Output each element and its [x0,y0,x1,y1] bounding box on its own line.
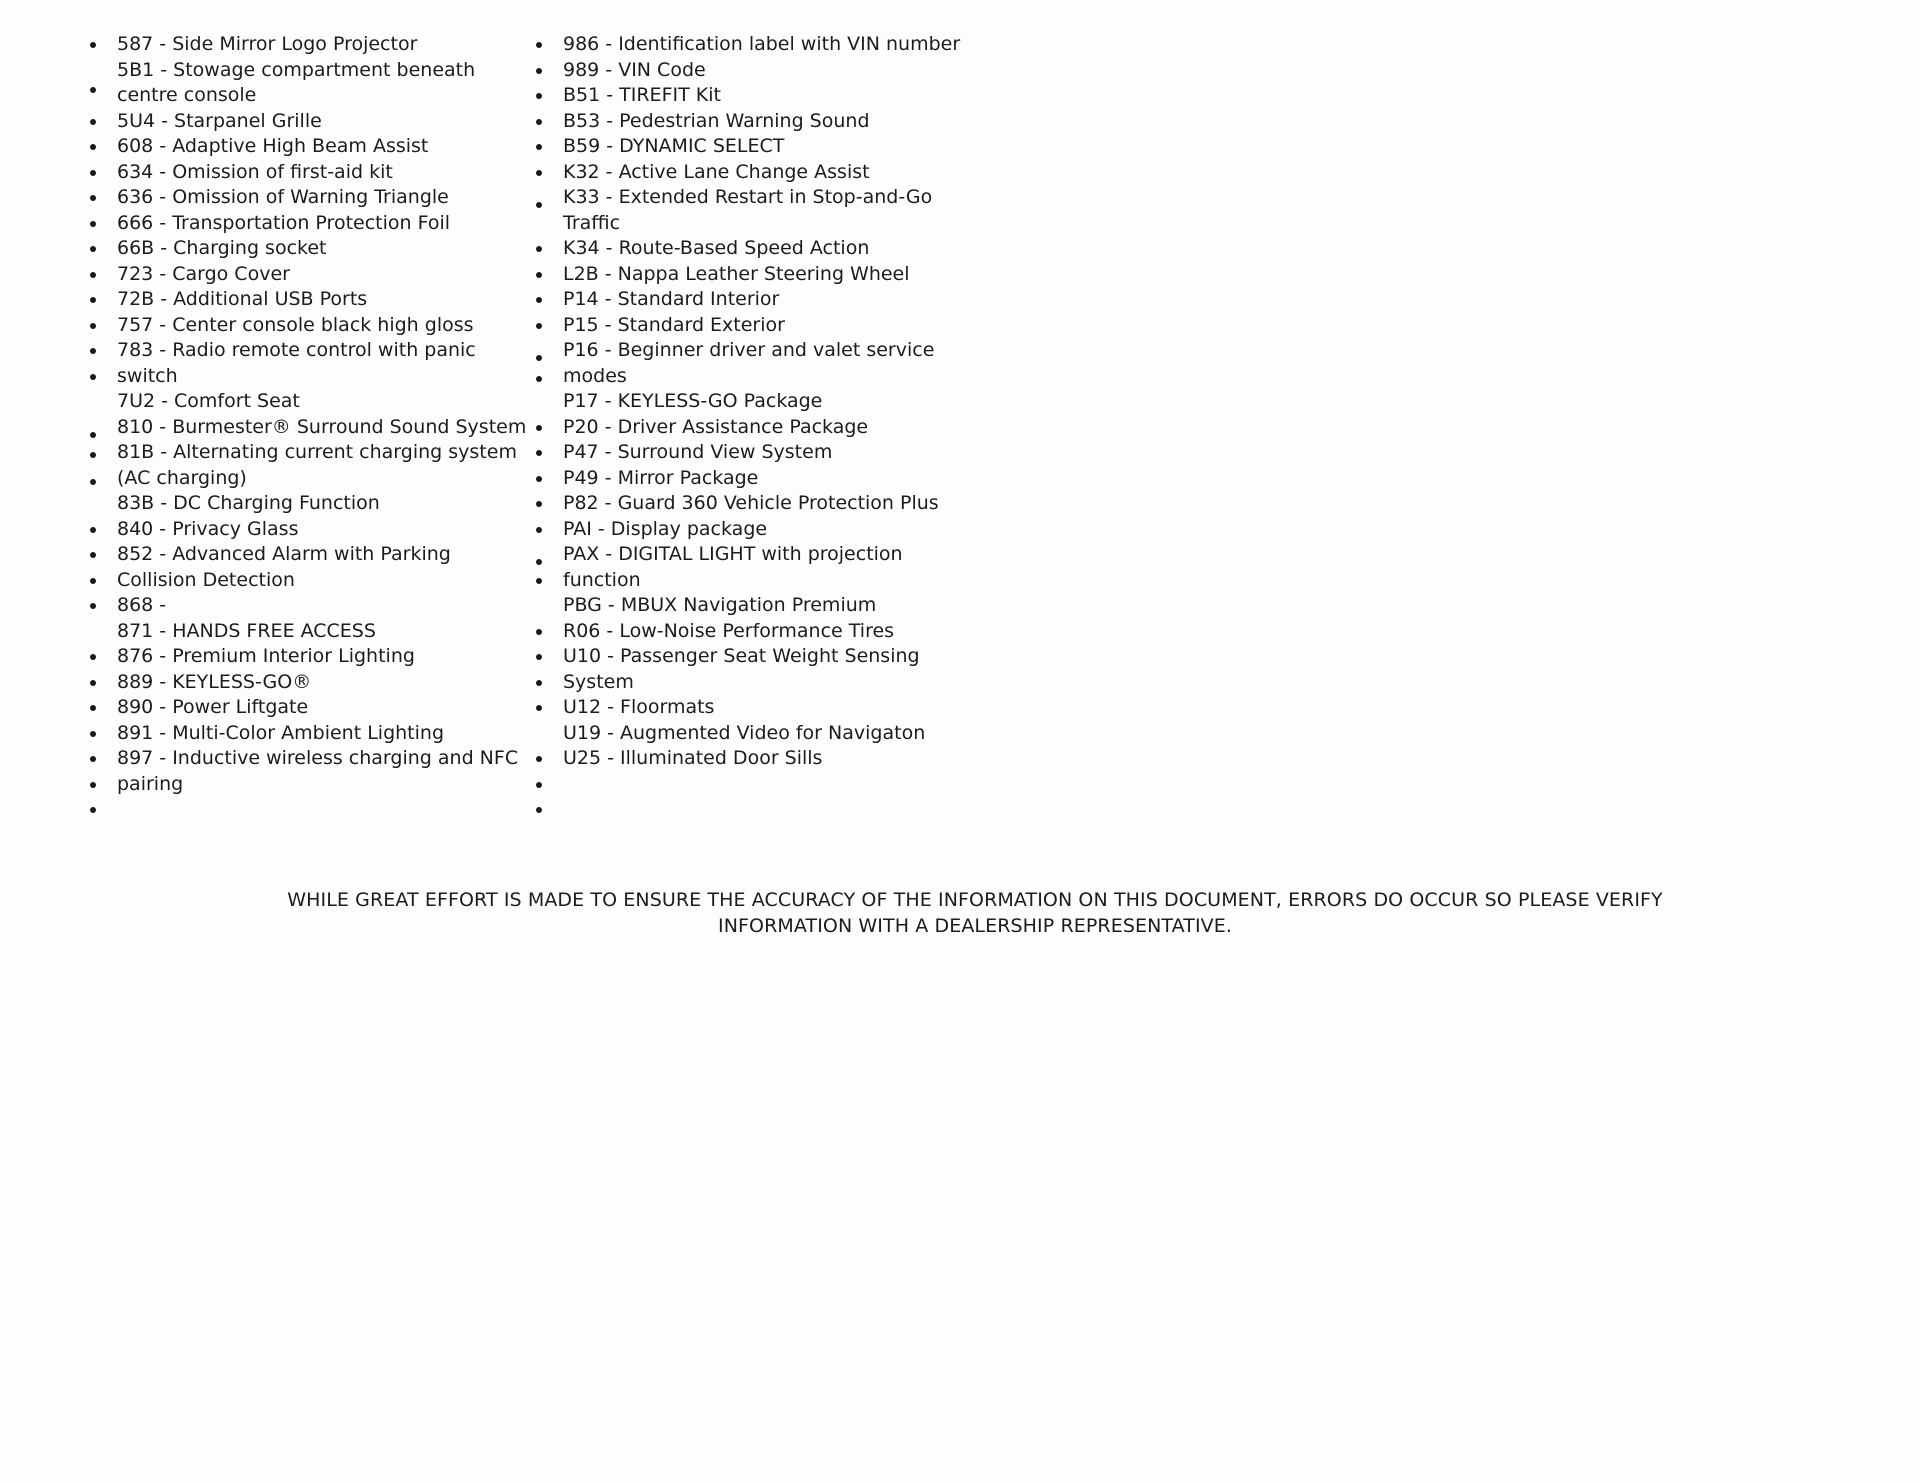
list-item-text: (AC charging) [117,466,247,489]
disclaimer-line-2: INFORMATION WITH A DEALERSHIP REPRESENTATIVE. [717,914,1233,937]
bullet-icon [90,348,96,354]
bullet-icon [90,603,96,609]
list-item [536,211,976,237]
list-item [90,389,510,415]
bullet-icon [90,432,96,438]
list-item-text: 723 - Cargo Cover [117,262,290,285]
list-item [90,83,510,109]
bullet-icon [536,476,542,482]
bullet-icon [536,450,542,456]
bullet-icon [90,246,96,252]
list-item [90,109,510,135]
bullet-icon [536,501,542,507]
bullet-icon [90,654,96,660]
bullet-icon [90,527,96,533]
list-item [90,364,510,390]
list-item [90,160,510,186]
list-item [536,466,976,492]
list-item [90,772,510,798]
bullet-icon [536,654,542,660]
list-item-text: P16 - Beginner driver and valet service [563,339,935,361]
list-item [536,236,976,262]
bullet-icon [536,578,542,584]
list-item-text: L2B - Nappa Leather Steering Wheel [563,262,910,285]
list-item [536,746,976,772]
bullet-icon [90,119,96,125]
list-item [536,134,976,160]
list-item-text: 890 - Power Liftgate [117,696,309,718]
list-item-text: 66B - Charging socket [117,237,327,259]
list-item [90,262,510,288]
bullet-icon [90,374,96,380]
list-item-text: 7U2 - Comfort Seat [117,390,300,412]
list-item [90,58,510,84]
list-item [90,721,510,747]
list-item [90,644,510,670]
list-item [536,185,976,211]
list-item-text: Collision Detection [117,568,295,591]
list-item-text: 83B - DC Charging Function [117,492,380,514]
bullet-icon [536,93,542,99]
list-item-text: PAX - DIGITAL LIGHT with projection [563,543,903,565]
list-item [536,644,976,670]
list-item [90,517,510,543]
list-item-text: 989 - VIN Code [563,58,706,81]
list-item [536,440,976,466]
list-item [90,619,510,645]
bullet-icon [90,782,96,788]
list-item-text: 757 - Center console black high gloss [117,313,474,336]
bullet-icon [90,170,96,176]
list-item-text: pairing [117,772,184,795]
list-item [536,313,976,339]
bullet-icon [536,559,542,565]
bullet-icon [536,323,542,329]
list-item-text: 986 - Identification label with VIN number [563,33,961,55]
list-item-text: PBG - MBUX Navigation Premium [563,594,877,616]
list-item-text: 608 - Adaptive High Beam Assist [117,135,429,157]
bullet-icon [536,629,542,635]
list-item-text: System [563,670,634,693]
list-item-text: K33 - Extended Restart in Stop-and-Go [563,186,933,208]
list-item-text: 891 - Multi-Color Ambient Lighting [117,721,445,744]
list-item [90,542,510,568]
list-item [536,389,976,415]
list-item-text: P14 - Standard Interior [563,288,780,310]
list-item-text: P82 - Guard 360 Vehicle Protection Plus [563,492,939,514]
list-item-text: 852 - Advanced Alarm with Parking [117,543,451,565]
list-item [90,32,510,58]
list-item-text: R06 - Low-Noise Performance Tires [563,619,895,642]
list-item [90,338,510,364]
bullet-icon [536,355,542,361]
list-item [90,134,510,160]
list-item [536,83,976,109]
list-item [90,695,510,721]
bullet-icon [536,705,542,711]
disclaimer-line-1: WHILE GREAT EFFORT IS MADE TO ENSURE THE ACCURACY OF THE INFORMATION ON THIS DOCUMENT, ERRORS DO OCCUR SO PLEASE VERIFY [287,889,1663,911]
bullet-icon [90,297,96,303]
list-item-text: 868 - [117,594,167,616]
list-item [90,568,510,594]
list-item [536,160,976,186]
bullet-icon [536,807,542,813]
list-item [90,440,517,466]
list-item-text: 783 - Radio remote control with panic [117,339,476,361]
list-item [536,109,976,135]
bullet-icon [90,731,96,737]
options-list-right [536,32,976,823]
bullet-icon [536,756,542,762]
bullet-icon [536,144,542,150]
bullet-icon [536,170,542,176]
list-item [536,593,976,619]
list-item-text: B51 - TIREFIT Kit [563,84,721,106]
list-item-text: modes [563,364,627,387]
list-item [536,287,976,313]
list-item-text: U19 - Augmented Video for Navigaton [563,721,926,744]
bullet-icon [90,452,96,458]
list-item-text: B53 - Pedestrian Warning Sound [563,109,870,132]
list-item-text: 587 - Side Mirror Logo Projector [117,33,418,55]
list-item-text: 666 - Transportation Protection Foil [117,211,451,234]
bullet-icon [90,705,96,711]
list-item [536,338,976,364]
list-item [536,772,976,798]
list-item-text: P20 - Driver Assistance Package [563,415,869,438]
bullet-icon [536,246,542,252]
list-item-text: B59 - DYNAMIC SELECT [563,135,785,157]
list-item-text: P47 - Surround View System [563,441,833,463]
bullet-icon [536,680,542,686]
list-item [90,287,510,313]
bullet-icon [90,807,96,813]
bullet-icon [90,272,96,278]
list-item-text: 72B - Additional USB Ports [117,288,368,310]
list-item [536,415,976,441]
list-item-text: 634 - Omission of first-aid kit [117,160,393,183]
list-item-text: U12 - Floormats [563,696,715,718]
list-item [536,517,976,543]
list-item-text: K34 - Route-Based Speed Action [563,237,870,259]
list-item [90,670,510,696]
bullet-icon [90,195,96,201]
list-item [536,58,976,84]
list-item [536,262,976,288]
list-item [90,593,510,619]
bullet-icon [536,425,542,431]
list-item-text: centre console [117,84,257,106]
list-item [536,721,976,747]
bullet-icon [536,119,542,125]
list-item [536,568,976,594]
bullet-icon [90,144,96,150]
list-item-text: 889 - KEYLESS-GO® [117,670,312,693]
bullet-icon [536,202,542,208]
list-item [536,797,976,823]
list-item-text: switch [117,364,178,387]
list-item [536,32,976,58]
list-item [90,746,519,772]
list-item-text: U25 - Illuminated Door Sills [563,747,823,769]
list-item-text: 840 - Privacy Glass [117,517,299,540]
list-item-text: 636 - Omission of Warning Triangle [117,186,449,208]
bullet-icon [536,42,542,48]
bullet-icon [90,42,96,48]
list-item-text: 81B - Alternating current charging system [117,441,517,463]
bullet-icon [90,552,96,558]
list-item-text: P17 - KEYLESS-GO Package [563,390,823,412]
list-item [90,797,510,823]
list-item-text: 897 - Inductive wireless charging and NFC [117,747,519,769]
bullet-icon [536,376,542,382]
list-item [536,670,976,696]
list-item-text: K32 - Active Lane Change Assist [563,160,870,183]
bullet-icon [90,578,96,584]
bullet-icon [536,782,542,788]
list-item [536,695,976,721]
bullet-icon [536,68,542,74]
list-item-text: 5U4 - Starpanel Grille [117,109,322,132]
list-item [90,491,510,517]
list-item [536,364,976,390]
disclaimer [200,888,1750,939]
list-item-text: 876 - Premium Interior Lighting [117,645,415,667]
bullet-icon [536,272,542,278]
bullet-icon [536,527,542,533]
list-item [90,313,510,339]
list-item-text: P49 - Mirror Package [563,466,759,489]
list-item [536,542,976,568]
bullet-icon [90,479,96,485]
list-item-text: U10 - Passenger Seat Weight Sensing [563,645,920,667]
bullet-icon [90,680,96,686]
list-item [536,619,976,645]
bullet-icon [536,297,542,303]
bullet-icon [90,221,96,227]
list-item-text: 810 - Burmester® Surround Sound System [117,415,527,438]
bullet-icon [90,756,96,762]
list-item [90,185,510,211]
list-item [90,466,510,492]
list-item [90,415,527,441]
list-item-text: P15 - Standard Exterior [563,313,785,336]
list-item [90,236,510,262]
list-item [536,491,976,517]
list-item-text: PAI - Display package [563,517,768,540]
options-list-left [90,32,527,823]
list-item-text: function [563,568,641,591]
bullet-icon [90,323,96,329]
list-item-text: 871 - HANDS FREE ACCESS [117,619,376,642]
list-item [90,211,510,237]
list-item-text: 5B1 - Stowage compartment beneath [117,58,476,81]
list-item-text: Traffic [563,211,621,234]
